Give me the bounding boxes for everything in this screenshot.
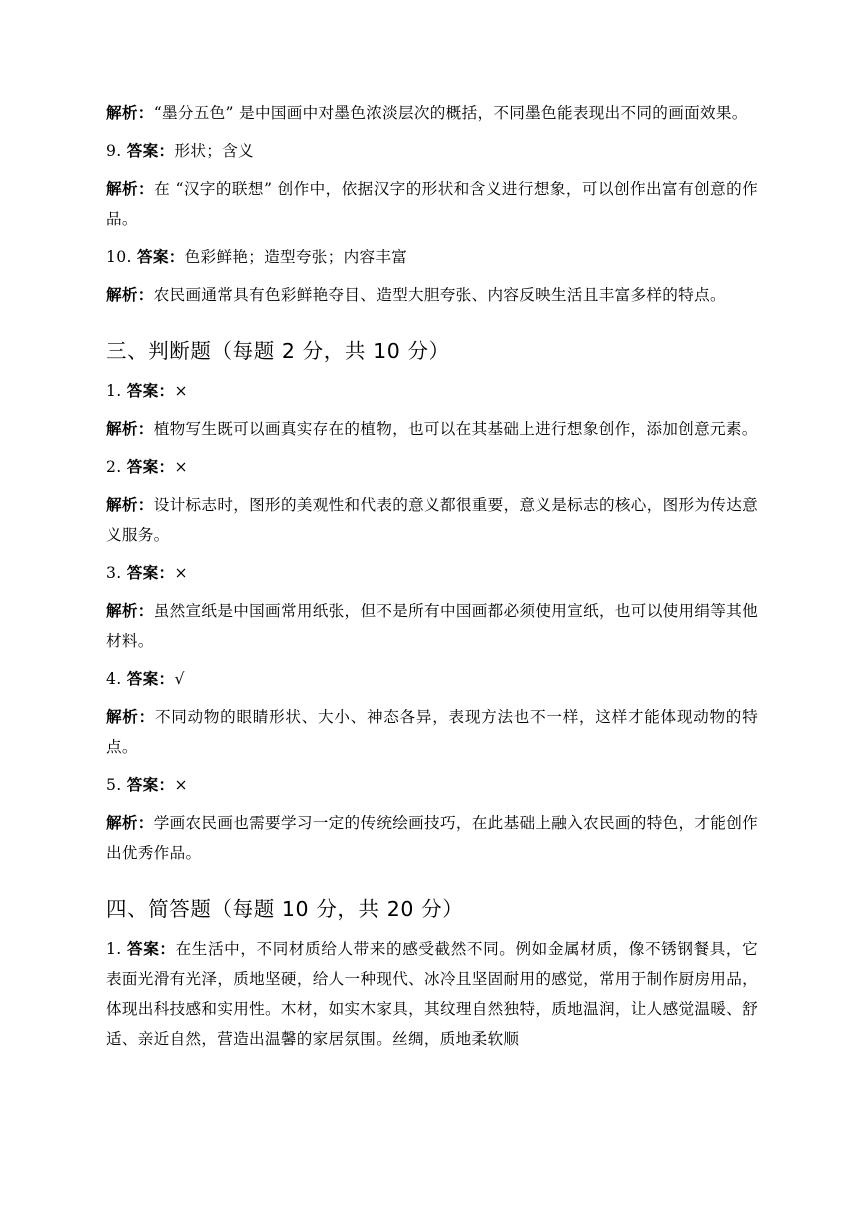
paragraph-text: 虽然宣纸是中国画常用纸张，但不是所有中国画都必须使用宣纸，也可以使用绢等其他材料。: [106, 602, 758, 650]
analysis-label: 解析：: [106, 707, 155, 726]
analysis-label: 解析：: [106, 285, 154, 304]
answer-paragraph: [106, 664, 758, 694]
answer-label: 答案：: [127, 939, 176, 958]
analysis-label: 解析：: [106, 419, 154, 438]
item-number: 9.: [106, 142, 127, 160]
paragraph-text: 不同动物的眼睛形状、大小、神态各异，表现方法也不一样，这样才能体现动物的特点。: [106, 708, 758, 756]
section-heading: 三、判断题（每题 2 分，共 10 分）: [106, 339, 450, 363]
answer-label: 答案：: [126, 669, 175, 688]
paragraph-text: ×: [174, 776, 188, 794]
paragraph-text: 色彩鲜艳；造型夸张；内容丰富: [184, 248, 408, 266]
analysis-label: 解析：: [106, 103, 154, 122]
analysis-label: 解析：: [106, 813, 154, 832]
paragraph-text: 在 “汉字的联想” 创作中，依据汉字的形状和含义进行想象，可以创作出富有创意的作品。: [106, 180, 759, 228]
item-number: 2.: [106, 458, 127, 476]
analysis-paragraph: [106, 98, 758, 128]
answer-paragraph: [106, 934, 758, 1054]
answer-label: 答案：: [126, 775, 175, 794]
analysis-paragraph: [106, 490, 758, 550]
paragraph-text: ×: [174, 458, 188, 476]
item-number: 5.: [106, 776, 127, 794]
section-heading: 四、简答题（每题 10 分，共 20 分）: [106, 897, 464, 921]
paragraph-text: “墨分五色” 是中国画中对墨色浓淡层次的概括，不同墨色能表现出不同的画面效果。: [153, 104, 748, 122]
paragraph-text: ×: [174, 382, 188, 400]
paragraph-text: ×: [174, 564, 188, 582]
answer-label: 答案：: [126, 141, 175, 160]
paragraph-text: 在生活中，不同材质给人带来的感受截然不同。例如金属材质，像不锈钢餐具，它表面光滑有光泽，质地坚硬，给人一种现代、冰冷且坚固耐用的感觉，常用于制作厨房用品，体现出科技感和实用性。木材，如实木家具，其纹理自然独特，质地温润，让人感觉温暖、舒适、亲近自然，营造出温馨的家居氛围。丝绸，质地柔软顺: [106, 940, 758, 1048]
answer-paragraph: [106, 136, 758, 166]
paragraph-text: 设计标志时，图形的美观性和代表的意义都很重要，意义是标志的核心，图形为传达意义服务。: [106, 496, 758, 544]
analysis-paragraph: [106, 280, 758, 310]
paragraph-text: 农民画通常具有色彩鲜艳夺目、造型大胆夸张、内容反映生活且丰富多样的特点。: [153, 286, 726, 304]
item-number: 4.: [106, 670, 127, 688]
analysis-paragraph: [106, 596, 758, 656]
answer-label: 答案：: [136, 247, 185, 266]
answer-paragraph: [106, 452, 758, 482]
analysis-paragraph: [106, 414, 758, 444]
paragraph-text: 形状；含义: [174, 142, 254, 160]
paragraph-text: 学画农民画也需要学习一定的传统绘画技巧，在此基础上融入农民画的特色，才能创作出优秀作品。: [106, 814, 758, 862]
answer-label: 答案：: [126, 563, 175, 582]
analysis-paragraph: [106, 174, 758, 234]
paragraph-text: √: [174, 670, 185, 688]
item-number: 3.: [106, 564, 127, 582]
answer-label: 答案：: [126, 381, 175, 400]
answer-paragraph: [106, 376, 758, 406]
answer-paragraph: [106, 558, 758, 588]
document-body: [106, 98, 758, 1062]
analysis-label: 解析：: [106, 601, 154, 620]
analysis-paragraph: [106, 808, 758, 868]
item-number: 1.: [106, 382, 127, 400]
answer-label: 答案：: [126, 457, 175, 476]
paragraph-text: 植物写生既可以画真实存在的植物，也可以在其基础上进行想象创作，添加创意元素。: [153, 420, 758, 438]
analysis-paragraph: [106, 702, 758, 762]
analysis-label: 解析：: [106, 495, 154, 514]
item-number: 10.: [106, 248, 137, 266]
answer-paragraph: [106, 242, 758, 272]
answer-paragraph: [106, 770, 758, 800]
analysis-label: 解析：: [106, 179, 155, 198]
item-number: 1.: [106, 940, 128, 958]
